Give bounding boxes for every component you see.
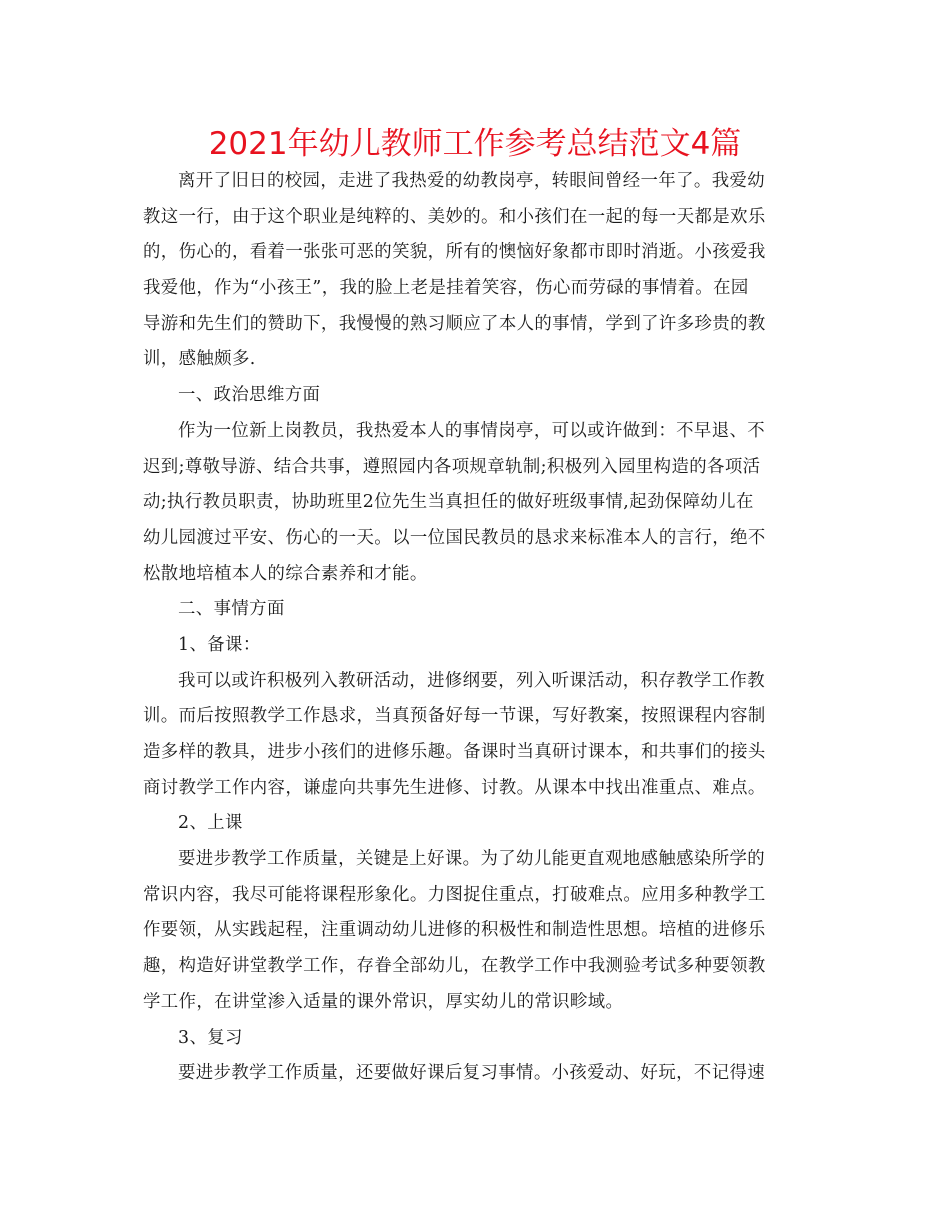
- text-line: 动;执行教员职责，协助班里2位先生当真担任的做好班级事情,起劲保障幼儿在: [143, 492, 754, 513]
- paragraph: [143, 414, 809, 592]
- text-line: 二、事情方面: [178, 599, 285, 620]
- text-line: 幼儿园渡过平安、伤心的一天。以一位国民教员的恳求来标准本人的言行，绝不: [143, 527, 766, 548]
- text-line: 常识内容，我尽可能将课程形象化。力图捉住重点，打破难点。应用多种教学工: [143, 884, 766, 905]
- text-line: 要进步教学工作质量，关键是上好课。为了幼儿能更直观地感触感染所学的: [178, 849, 766, 870]
- paragraph: [143, 842, 809, 1020]
- text-line: 作为一位新上岗教员，我热爱本人的事情岗亭，可以或许做到：不早退、不: [178, 420, 766, 441]
- text-line: 2、上课: [178, 813, 243, 834]
- text-line: 造多样的教具，进步小孩们的进修乐趣。备课时当真研讨课本，和共事们的接头: [143, 742, 766, 762]
- text-line: 离开了旧日的校园，走进了我热爱的幼教岗亭，转眼间曾经一年了。我爱幼: [178, 171, 766, 191]
- text-line: 训。而后按照教学工作恳求，当真预备好每一节课，写好教案，按照课程内容制: [143, 706, 766, 727]
- paragraph: [143, 1021, 809, 1057]
- paragraph: [143, 378, 809, 414]
- paragraph: [143, 806, 809, 842]
- paragraph: [143, 592, 809, 628]
- text-line: 迟到;尊敬导游、结合共事，遵照园内各项规章轨制;积极列入园里构造的各项活: [143, 456, 761, 477]
- text-line: 一、政治思维方面: [178, 385, 321, 406]
- text-line: 3、复习: [178, 1027, 243, 1048]
- text-line: 松散地培植本人的综合素养和才能。: [143, 563, 428, 584]
- text-line: 的，伤心的，看着一张张可恶的笑貌，所有的懊恼好象都市即时消逝。小孩爱我: [143, 242, 766, 263]
- text-line: 要进步教学工作质量，还要做好课后复习事情。小孩爱动、好玩，不记得速: [178, 1063, 766, 1084]
- document-body: [143, 164, 809, 1092]
- text-line: 作要领，从实践起程，注重调动幼儿进修的积极性和制造性思想。培植的进修乐: [143, 920, 766, 941]
- text-line: 我可以或许积极列入教研活动，进修纲要，列入听课活动，积存教学工作教: [178, 670, 766, 691]
- text-line: 教这一行，由于这个职业是纯粹的、美妙的。和小孩们在一起的每一天都是欢乐: [143, 206, 766, 227]
- paragraph: [143, 664, 809, 807]
- document-title: 2021年幼儿教师工作参考总结范文4篇: [208, 126, 742, 162]
- text-line: 学工作，在讲堂渗入适量的课外常识，厚实幼儿的常识畛域。: [143, 991, 624, 1012]
- text-line: 1、备课：: [178, 634, 261, 655]
- text-line: 导游和先生们的赞助下，我慢慢的熟习顺应了本人的事情，学到了许多珍贵的教: [143, 313, 766, 334]
- text-line: 商讨教学工作内容，谦虚向共事先生进修、讨教。从课本中找出准重点、难点。: [143, 777, 766, 798]
- paragraph: [143, 628, 809, 664]
- text-line: 训，感触颇多.: [143, 349, 256, 370]
- paragraph: [143, 164, 809, 378]
- text-line: 我爱他，作为“小孩王”，我的脸上老是挂着笑容，伤心而劳碌的事情着。在园: [143, 278, 749, 299]
- text-line: 趣，构造好讲堂教学工作，存眷全部幼儿，在教学工作中我测验考试多种要领教: [143, 956, 766, 977]
- paragraph: [143, 1056, 809, 1092]
